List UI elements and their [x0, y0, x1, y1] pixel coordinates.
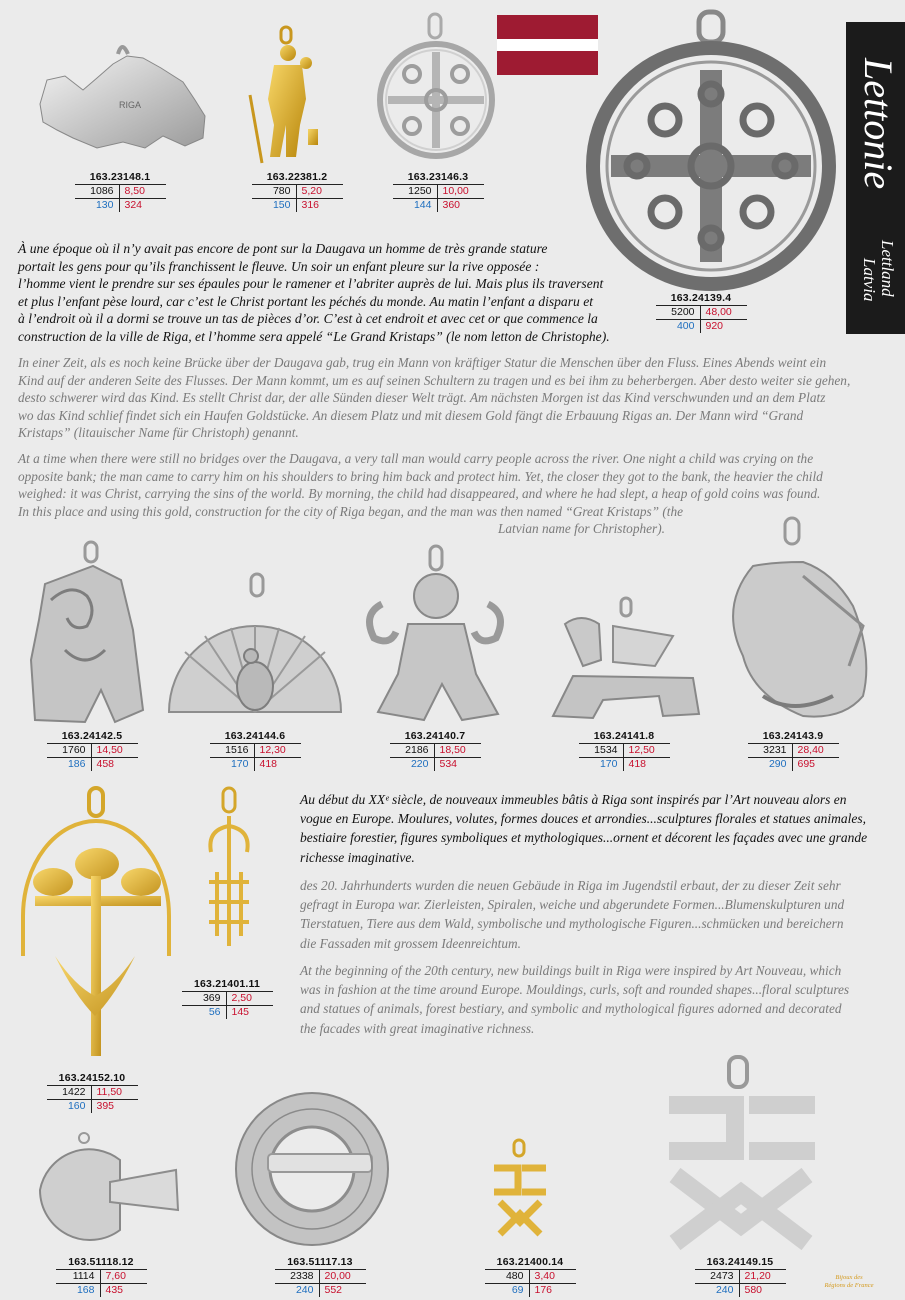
product-number: 458	[96, 758, 115, 770]
product-reference: 163.24143.9	[762, 730, 824, 742]
product-price-block	[685, 1256, 795, 1297]
product-reference: 163.23146.3	[407, 171, 469, 183]
product-price-block	[37, 730, 147, 771]
product-price: 7,60	[100, 1270, 147, 1284]
text-line: wo das Kind schlief findet sich ein Haufen Goldstücke. An diesem Platz und mit diesem Gold fängt die Erbauung Rigas an. Der Mann wird “Grand	[18, 407, 804, 423]
product-code: 170	[579, 758, 624, 772]
product-number: 176	[534, 1284, 553, 1296]
text-line: Kristaps” (litauischer Name für Christoph) genannt.	[18, 425, 299, 441]
text-line: In this place and using this gold, construction for the city of Riga began, and the man was then named “Great Kristaps” (the	[18, 503, 684, 519]
product-price: 2,50	[226, 992, 273, 1006]
latvia-map-pendant-image	[35, 38, 215, 158]
product-weight: 1422	[47, 1086, 92, 1100]
text-line: At a time when there were still no bridges over the Daugava, a very tall man would carry people across the river. One night a child was crying on the	[18, 451, 814, 466]
product-weight: 1760	[47, 744, 92, 758]
product-price: 20,00	[319, 1270, 366, 1284]
product-weight: 1534	[579, 744, 624, 758]
dragon-pendant-image	[723, 516, 883, 726]
product-reference: 163.24144.6	[224, 730, 286, 742]
product-weight: 5200	[656, 306, 701, 320]
text-line: and statues of animals, forest bestiary, and symbolic and mythological figures adorned and decorated	[300, 1001, 842, 1017]
text-line: gefragt in Europa war. Zierleisten, Spiralen, weiche und abgerundete Formen...Blumenskulpturen und	[300, 897, 845, 913]
text-line: À une époque où il n’y avait pas encore de pont sur la Daugava un homme de très grande stature	[18, 241, 548, 256]
round-cross-pendant-image	[380, 12, 495, 167]
product-weight: 480	[485, 1270, 530, 1284]
product-price-block	[46, 1256, 156, 1297]
product-number: 324	[124, 199, 143, 211]
product-weight: 1114	[56, 1270, 101, 1284]
text-line: opposite bank; the man came to carry him on his shoulders to bring him back and protect him. Yet, the closer they got to the bank, the heavier the child	[18, 468, 823, 484]
text-line: portait les gens pour qu’ils franchissent le fleuve. Un soir un enfant pleure sur la rive opposée :	[18, 258, 540, 274]
signature-line: Régions de France	[824, 1282, 874, 1289]
product-number: 418	[259, 758, 278, 770]
product-code: 220	[390, 758, 435, 772]
nouveau-text-de	[300, 876, 880, 953]
product-code: 168	[56, 1284, 101, 1298]
product-price: 11,50	[91, 1086, 138, 1100]
product-weight: 2338	[275, 1270, 320, 1284]
text-line: Kind auf der anderen Seite des Flusses. Der Mann kommt, um es auf seinen Schultern zu tragen und es bei ihm zu beherbergen. Aber desto weiter sie gehen,	[18, 372, 851, 388]
product-number: 316	[301, 199, 320, 211]
saint-christopher-pendant-image	[240, 25, 330, 165]
legend-text-de	[18, 354, 878, 442]
text-line: des 20. Jahrhunderts wurden die neuen Gebäude in Riga im Jugendstil erbaut, der zu dieser Zeit sehr	[300, 878, 841, 893]
product-number: 395	[96, 1100, 115, 1112]
text-line: bestiaire forestier, figures symboliques et mythologiques...ornent et décorent les façades avec une grande	[300, 830, 868, 846]
product-code: 130	[75, 199, 120, 213]
product-price: 8,50	[119, 185, 166, 199]
product-code: 240	[695, 1284, 740, 1298]
sphinx-kneeling-pendant-image	[358, 544, 513, 729]
product-price: 21,20	[739, 1270, 786, 1284]
text-line: vogue en Europe. Moulures, volutes, formes douces et arrondies...sculptures florales et statues animales,	[300, 811, 867, 827]
gold-sign-pendant-image	[488, 1138, 553, 1243]
art-nouveau-gold-pendant-image	[15, 786, 180, 1066]
product-code: 160	[47, 1100, 92, 1114]
product-number: 552	[324, 1284, 343, 1296]
product-reference: 163.24140.7	[404, 730, 466, 742]
product-reference: 163.24139.4	[670, 292, 732, 304]
product-code: 290	[748, 758, 793, 772]
text-line: Au début du XXᵉ siècle, de nouveaux immeubles bâtis à Riga sont inspirés par l’Art nouveau alors en	[300, 792, 847, 807]
product-price: 48,00	[700, 306, 747, 320]
sphinx-lying-pendant-image	[543, 596, 701, 724]
text-line: was in fashion at the time around Europe. Mouldings, curls, soft and rounded shapes...floral sculptures	[300, 982, 850, 998]
product-price-block	[475, 1256, 585, 1297]
product-price-block	[569, 730, 679, 771]
griffin-pendant-image	[25, 540, 150, 725]
country-subtitle-en: Latvia	[860, 258, 879, 302]
product-weight: 3231	[748, 744, 793, 758]
product-reference: 163.23148.1	[89, 171, 151, 183]
nouveau-text-fr	[300, 790, 880, 867]
product-code: 240	[275, 1284, 320, 1298]
product-price-block	[383, 171, 493, 212]
round-brooch-image	[232, 1088, 392, 1250]
brand-signature-logo	[820, 1274, 878, 1290]
product-price: 18,50	[434, 744, 481, 758]
product-price-block	[646, 292, 756, 333]
product-price-block	[265, 1256, 375, 1297]
product-number: 418	[628, 758, 647, 770]
country-title: Lettonie	[856, 58, 901, 190]
brooch-pin-image	[30, 1130, 180, 1242]
product-code: 170	[210, 758, 255, 772]
product-weight: 780	[252, 185, 297, 199]
product-reference: 163.51117.13	[287, 1256, 353, 1268]
text-line: et plus l’enfant pèse lourd, car c’est le Christ portant les péchés du monde. Au matin l’enfant a disparu et	[18, 293, 594, 309]
latvia-flag	[497, 15, 598, 75]
product-price-block	[172, 978, 282, 1019]
nouveau-text-en	[300, 961, 880, 1038]
product-price-block	[242, 171, 352, 212]
product-weight: 2473	[695, 1270, 740, 1284]
country-subtitle-de: Lettland	[878, 240, 897, 297]
product-reference: 163.51118.12	[68, 1256, 134, 1268]
product-reference: 163.24149.15	[706, 1256, 774, 1268]
legend-text-fr	[18, 240, 608, 346]
product-price-block	[738, 730, 848, 771]
product-code: 144	[393, 199, 438, 213]
product-reference: 163.21401.11	[193, 978, 261, 990]
product-reference: 163.24141.8	[593, 730, 655, 742]
legend-text-en	[18, 450, 878, 538]
text-line: weighed: it was Christ, carrying the sins of the world. By morning, the child had disappeared, and where he had slept, a heap of gold coins was found.	[18, 486, 821, 502]
text-line: l’homme vient le prendre sur ses épaules pour le ramener et l’abriter auprès de lui. Mais plus ils traversent	[18, 276, 604, 292]
product-number: 580	[744, 1284, 763, 1296]
product-number: 145	[231, 1006, 250, 1018]
product-price: 12,30	[254, 744, 301, 758]
product-code: 150	[252, 199, 297, 213]
text-line: Tierstatuen, Tiere aus dem Wald, symbolische und mythologische Figuren...schmücken und bereichern	[300, 916, 844, 932]
large-round-cross-pendant-image	[585, 10, 840, 295]
country-tab	[846, 22, 905, 334]
product-number: 695	[797, 758, 816, 770]
svg-text:RIGA: RIGA	[119, 100, 142, 110]
product-price: 5,20	[296, 185, 343, 199]
product-number: 534	[439, 758, 458, 770]
product-reference: 163.24152.10	[58, 1072, 126, 1084]
product-price: 28,40	[792, 744, 839, 758]
product-number: 435	[105, 1284, 124, 1296]
product-price-block	[37, 1072, 147, 1113]
product-price: 12,50	[623, 744, 670, 758]
text-line: desto schwerer wird das Kind. Es stellt Christ dar, der alle Sünden dieser Welt trägt. Am nächsten Morgen ist das Kind verschwunden und an dem Platz	[18, 390, 826, 406]
product-code: 56	[182, 1006, 227, 1020]
signature-line: Bijoux des	[835, 1274, 863, 1281]
product-price: 3,40	[529, 1270, 576, 1284]
product-price-block	[380, 730, 490, 771]
product-code: 69	[485, 1284, 530, 1298]
product-price-block	[200, 730, 310, 771]
product-weight: 369	[182, 992, 227, 1006]
text-line: richesse imaginative.	[300, 849, 415, 865]
product-weight: 1086	[75, 185, 120, 199]
text-line: At the beginning of the 20th century, new buildings built in Riga were inspired by Art Nouveau, which	[300, 963, 842, 978]
silver-sign-pendant-image	[655, 1055, 830, 1250]
product-code: 400	[656, 320, 701, 334]
text-line: die Fassaden mit grossem Ideenreichtum.	[300, 935, 521, 951]
text-line: construction de la ville de Riga, et l’homme sera appelé “Le Grand Kristaps” (le nom letton de Christophe).	[18, 328, 610, 344]
product-reference: 163.21400.14	[496, 1256, 564, 1268]
gold-symbol-pendant-image	[195, 786, 265, 956]
product-reference: 163.22381.2	[266, 171, 328, 183]
product-number: 920	[705, 320, 724, 332]
product-code: 186	[47, 758, 92, 772]
text-line: In einer Zeit, als es noch keine Brücke über der Daugava gab, trug ein Mann von kräftiger Statur die Menschen über den Fluss. Eines Abends weint ein	[18, 355, 827, 370]
product-price-block	[65, 171, 175, 212]
product-weight: 1250	[393, 185, 438, 199]
product-price: 10,00	[437, 185, 484, 199]
product-weight: 2186	[390, 744, 435, 758]
text-line: the facades with great imaginative richness.	[300, 1020, 535, 1036]
product-weight: 1516	[210, 744, 255, 758]
product-reference: 163.24142.5	[61, 730, 123, 742]
text-line: Latvian name for Christopher).	[498, 521, 665, 537]
peacock-pendant-image	[165, 572, 345, 722]
product-price: 14,50	[91, 744, 138, 758]
product-number: 360	[442, 199, 461, 211]
text-line: à l’endroit où il a dormi se trouve un tas de pièces d’or. C’est à cet endroit et avec cet or que commence la	[18, 311, 598, 327]
